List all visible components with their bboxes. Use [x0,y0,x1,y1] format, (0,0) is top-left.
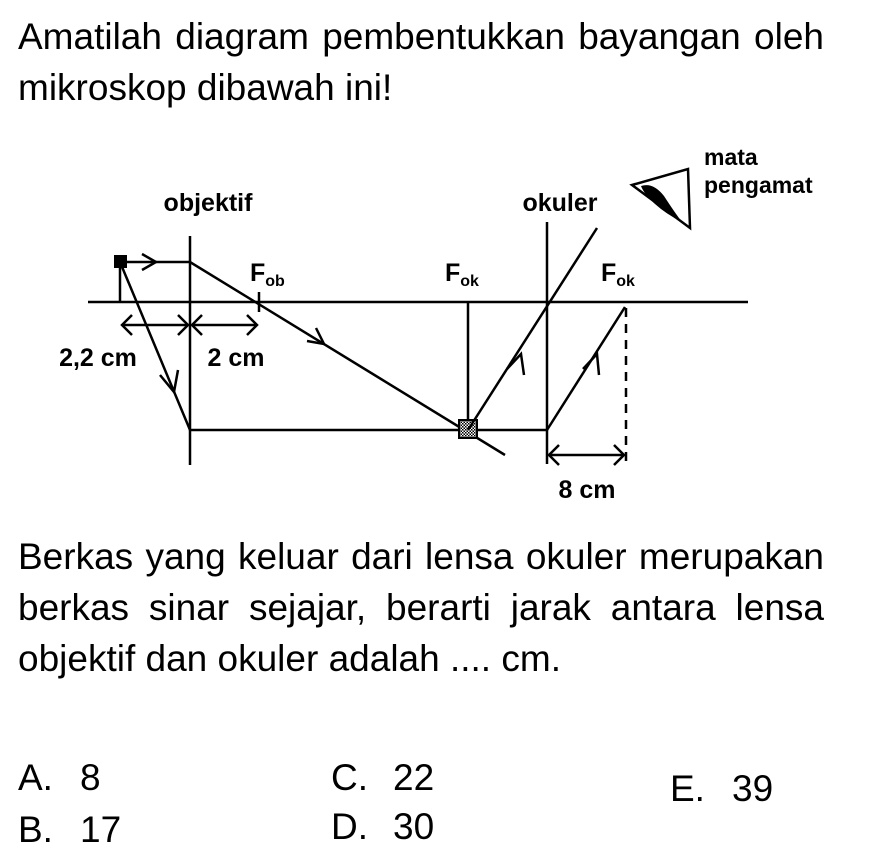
focal-label-ok-1: Fok [445,259,479,290]
ray-arrow-5 [583,354,599,375]
dim-label-focal-ok: 8 cm [558,476,616,504]
eye-icon [632,169,690,228]
focal-label-ob: Fob [250,259,285,290]
option-value: 22 [393,757,435,798]
intro-text: Amatilah diagram pembentukkan bayangan oleh mikroskop dibawah ini! [18,16,824,108]
dim-label-object: 2,2 cm [59,344,137,372]
option-letter: A. [18,757,53,798]
option-letter: D. [331,806,368,847]
eyepiece-label: okuler [522,189,598,217]
option-e[interactable] [670,767,773,811]
eyepiece-ray-1 [468,228,597,430]
focal-label-ok-2: Fok [601,259,635,290]
option-value: 39 [732,768,774,809]
option-d[interactable] [331,805,434,849]
option-value: 30 [393,806,435,847]
question-text: Berkas yang keluar dari lensa okuler merupakan berkas sinar sejajar, berarti jarak antara lensa objektif dan okuler adalah .... cm. [18,536,824,679]
dimension-object [122,315,188,335]
ray-parallel [127,262,505,455]
dimension-focal-ok [549,445,624,465]
option-c[interactable] [331,756,434,800]
option-value: 8 [80,757,101,798]
eye-label-1: mata [704,144,758,170]
option-value: 17 [80,809,122,850]
option-letter: C. [331,757,368,798]
dim-label-focal-ob: 2 cm [207,344,265,372]
objective-label: objektif [163,189,253,217]
option-letter: B. [18,809,53,850]
dimension-focal-ob [192,315,257,335]
option-a[interactable] [18,756,101,800]
option-letter: E. [670,768,705,809]
eyepiece-ray-2 [547,307,625,430]
option-b[interactable] [18,808,121,852]
eye-label-2: pengamat [704,172,813,198]
